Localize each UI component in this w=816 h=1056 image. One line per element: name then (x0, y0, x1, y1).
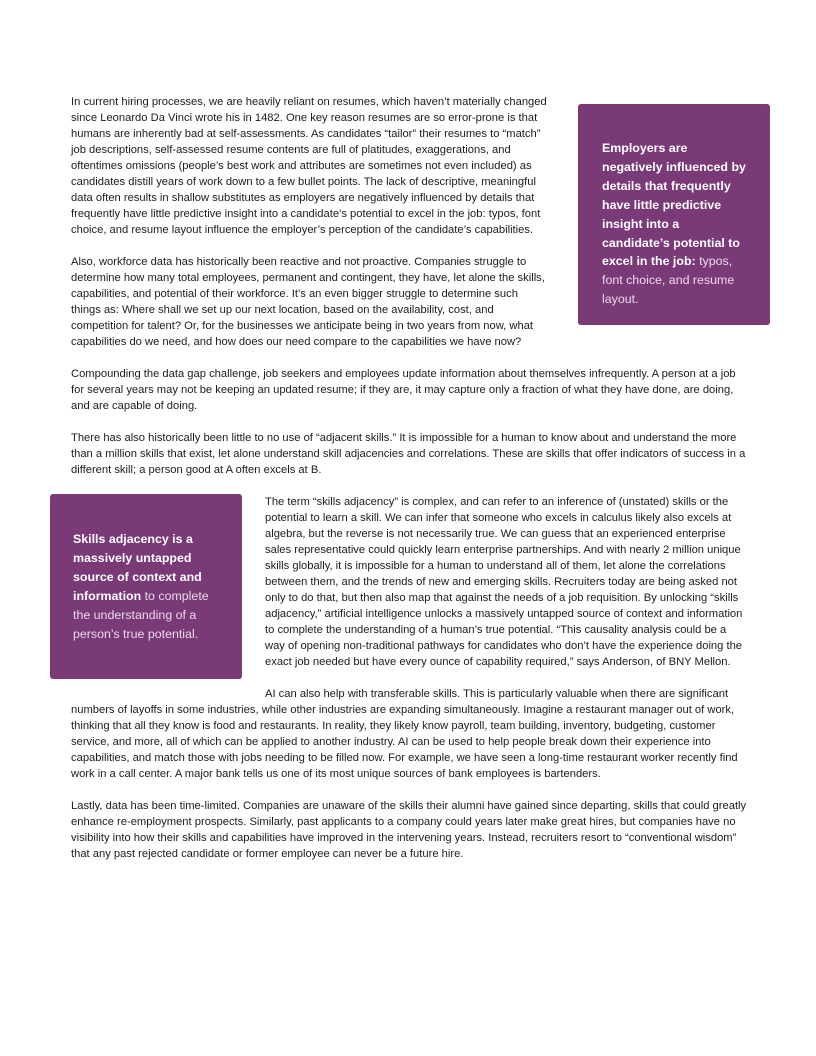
paragraph-skills-adjacency-text: The term “skills adjacency” is complex, and can refer to an inference of (unstated) skills or the potential to learn a skill. We can infer that someone who excels in calculus likely also excels at algebra, but the reverse is not necessarily true. We can guess that an experienced enterprise sales representative could quickly learn enterprise partnerships. And with nearly 2 million unique skills globally, it is impossible for a human to understand all of them, let alone the correlations between them, and the trends of new and emerging skills. Recruiters today are being asked not only to do that, but then also map that against the needs of a job requisition. By unlocking “skills adjacency,” artificial intelligence unlocks a massively untapped source of context and information to complete the understanding of a human’s true potential. “This causality analysis could be a way of opening non-traditional pathways for candidates who don’t have the experience doing the exact job needed but have every ounce of capability required,” says Anderson, of BNY Mellon. (265, 496, 743, 668)
pull-quote-employers (578, 104, 770, 325)
paragraph-transferable-skills: AI can also help with transferable skills. This is particularly valuable when there are significant numbers of layoffs in some industries, while other industries are expanding simultaneously. Imagine a restaurant manager out of work, thinking that all they know is food and restaurants. In reality, they likely know payroll, team building, inventory, budgeting, customer service, and more, all of which can be applied to another industry. AI can be used to help people break down their experience into capabilities, and match those with jobs needing to be filled now. For example, we have seen a long-time restaurant worker recently find work in a call center. A major bank tells us one of its most unique sources of bank employees is bartenders. (71, 688, 738, 780)
paragraph-skills-adjacency (71, 494, 747, 670)
pull-quote-skills-light: to complete the understanding of a person’s true potential. (73, 588, 209, 641)
paragraph-time-limited: Lastly, data has been time-limited. Companies are unaware of the skills their alumni have gained since departing, skills that could greatly enhance re-employment prospects. Similarly, past applicants to a company could years later make great hires, but companies have no visibility into how their skills and capabilities have improved in the intervening years. Instead, recruiters resort to “conventional wisdom” that any past rejected candidate or former employee can never be a future hire. (71, 800, 747, 860)
pull-quote-skills-adjacency (50, 494, 242, 679)
paragraph-resumes: In current hiring processes, we are heavily reliant on resumes, which haven’t materially changed since Leonardo Da Vinci wrote his in 1482. One key reason resumes are so error-prone is that humans are inherently bad at self-assessments. As candidates “tailor” their resumes to “match” job descriptions, self-assessed resume contents are full of platitudes, exaggerations, and oftentimes omissions (people’s best work and attributes are sometimes not even included) as candidates distill years of work down to a few bullet points. The lack of descriptive, meaningful data often results in shallow substitutes as employers are negatively influenced by details that frequently have little predictive insight into a candidate’s potential to excel in the job: typos, font choice, and resume layout influence the employer’s perception of the candidate’s capabilities. (71, 96, 547, 236)
paragraph-data-gap: Compounding the data gap challenge, job seekers and employees update information about themselves infrequently. A person at a job for several years may not be keeping an updated resume; if they are, it may capture only a fraction of what they have done, are doing, and are capable of doing. (71, 368, 736, 412)
article-body (71, 94, 747, 878)
pull-quote-employers-strong: Employers are negatively influenced by details that frequently have little predictive insight into a candidate’s potential to excel in the job: (602, 141, 746, 269)
paragraph-adjacent-skills: There has also historically been little to no use of “adjacent skills.” It is impossible for a human to know about and understand the more than a million skills that exist, let alone understand skill adjacencies and correlations. These are skills that offer indicators of success in a different skill; a person good at A often excels at B. (71, 432, 746, 476)
pull-quote-skills-strong: Skills adjacency is a massively untapped source of context and information (73, 532, 202, 603)
paragraph-workforce-data: Also, workforce data has historically been reactive and not proactive. Companies struggle to determine how many total employees, permanent and contingent, they have, let alone the skills, capabilities, and potential of their workforce. It’s an even bigger struggle to determine such things as: Where shall we set up our next location, based on the availability, cost, and competition for talent? Or, for the businesses we anticipate being in two years from now, what capabilities do we need, and how does our need compare to the capabilities we have now? (71, 256, 545, 348)
pull-quote-employers-light: typos, font choice, and resume layout. (602, 254, 735, 307)
